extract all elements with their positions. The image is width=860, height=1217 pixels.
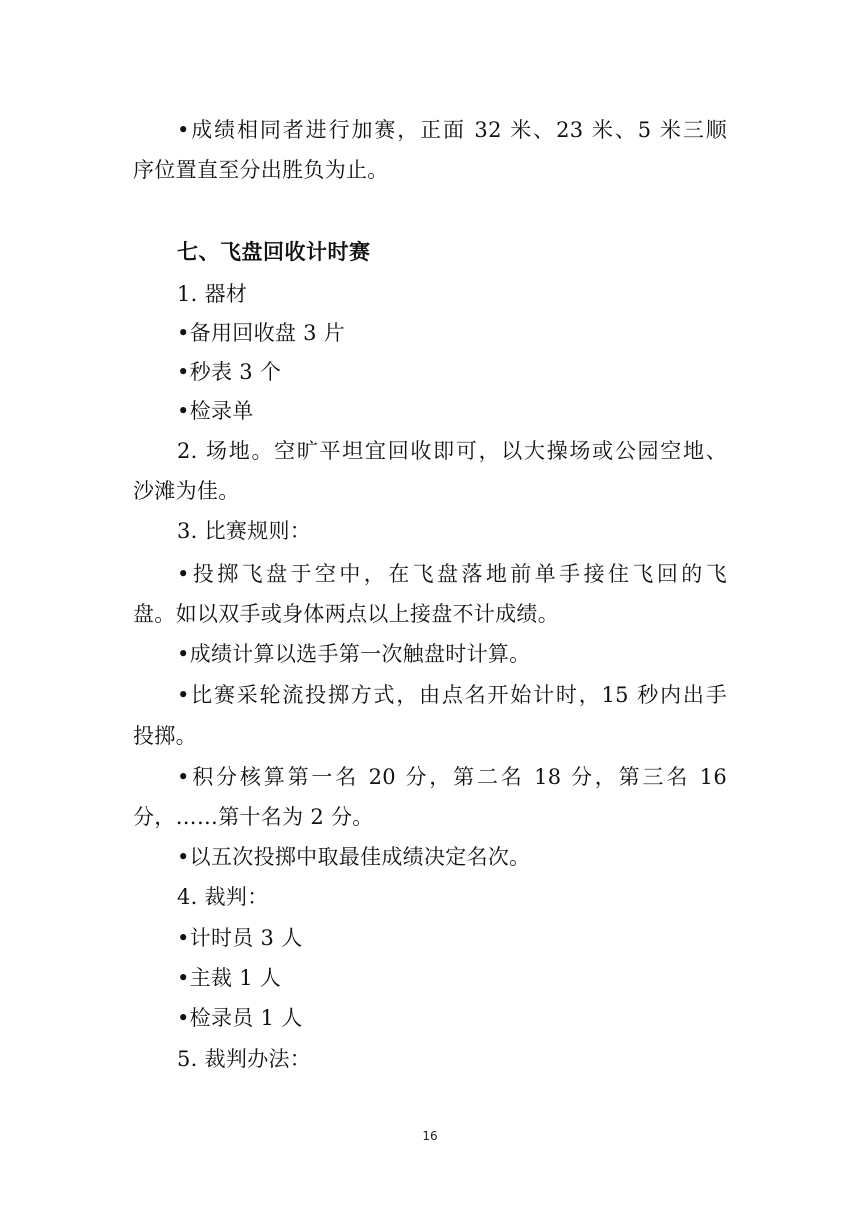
referee-checkin-officer: •检录员 1 人 <box>177 1006 303 1030</box>
rule-best-of-five: •以五次投掷中取最佳成绩决定名次。 <box>177 845 531 869</box>
rule-points-line-1: •积分核算第一名 20 分，第二名 18 分，第三名 16 <box>177 765 727 789</box>
equipment-title: 1. 器材 <box>177 282 248 306</box>
referees-title: 4. 裁判： <box>177 885 269 909</box>
rule-catch-line-2: 盘。如以双手或身体两点以上接盘不计成绩。 <box>133 602 559 626</box>
venue-line-1: 2. 场地。空旷平坦宜回收即可，以大操场或公园空地、 <box>177 439 727 463</box>
refereeing-method-title: 5. 裁判办法： <box>177 1047 312 1071</box>
referee-timekeepers: •计时员 3 人 <box>177 926 303 950</box>
bullet-tiebreak-line-2: 序位置直至分出胜负为止。 <box>133 158 389 182</box>
rule-rotation-line-1: •比赛采轮流投掷方式，由点名开始计时，15 秒内出手 <box>177 683 727 707</box>
bullet-tiebreak-line-1: •成绩相同者进行加赛，正面 32 米、23 米、5 米三顺 <box>177 118 727 142</box>
rule-catch-line-1: •投掷飞盘于空中，在飞盘落地前单手接住飞回的飞 <box>177 562 727 586</box>
equipment-item-checkin-sheet: •检录单 <box>177 399 254 423</box>
referee-chief: •主裁 1 人 <box>177 966 282 990</box>
equipment-item-spare-discs: •备用回收盘 3 片 <box>177 321 346 345</box>
section-heading: 七、飞盘回收计时赛 <box>177 240 371 264</box>
venue-line-2: 沙滩为佳。 <box>133 479 240 503</box>
rule-scoring-time: •成绩计算以选手第一次触盘时计算。 <box>177 642 531 666</box>
rule-rotation-line-2: 投掷。 <box>133 724 197 748</box>
rule-points-line-2: 分，……第十名为 2 分。 <box>133 805 374 829</box>
equipment-item-stopwatch: •秒表 3 个 <box>177 360 282 384</box>
page-number: 16 <box>422 1129 438 1143</box>
rules-title: 3. 比赛规则： <box>177 519 312 543</box>
